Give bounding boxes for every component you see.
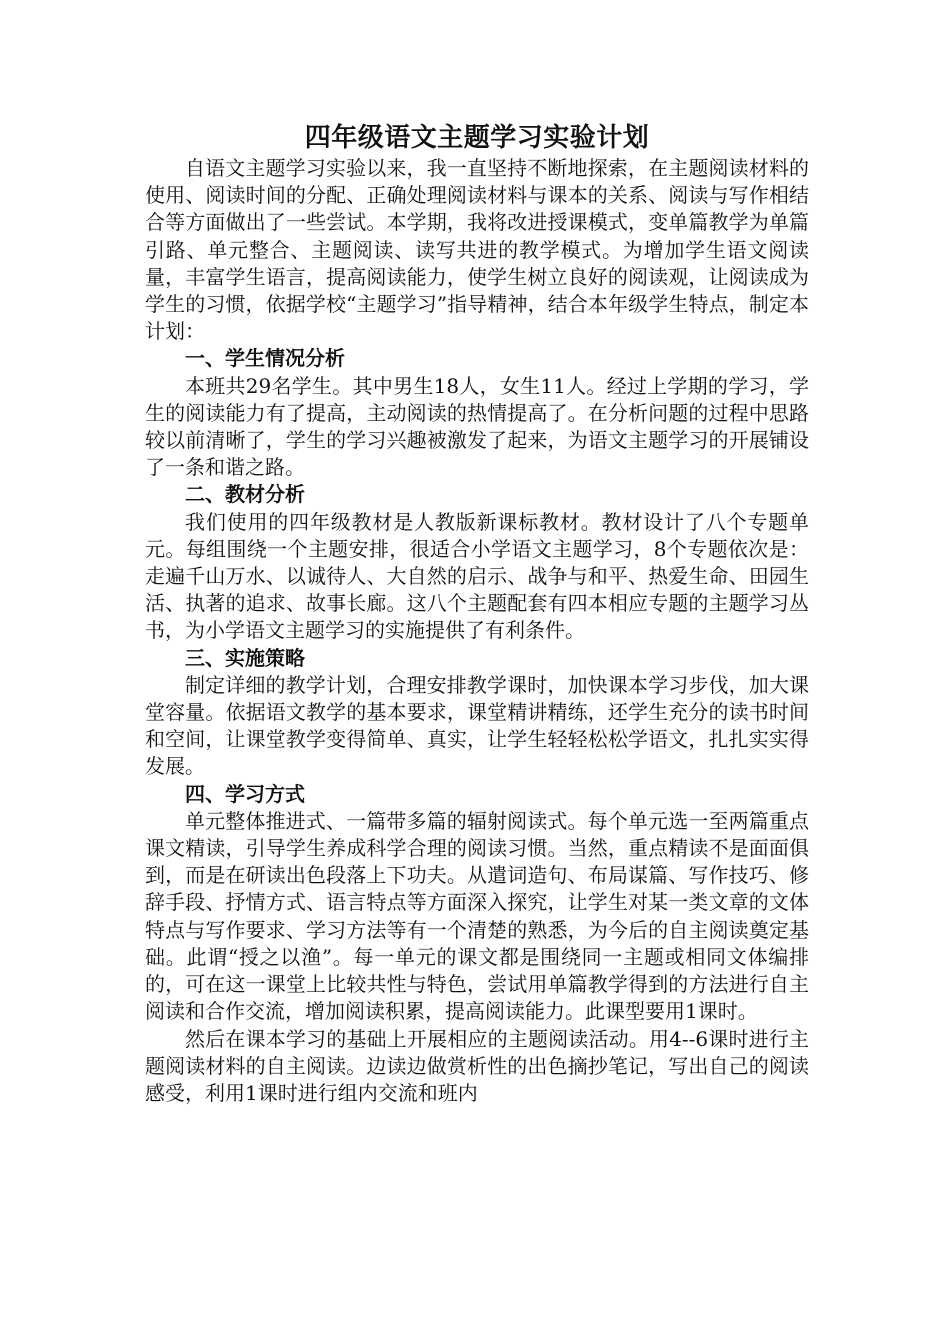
section-paragraph-learning-method-2: 然后在课本学习的基础上开展相应的主题阅读活动。用4--6课时进行主题阅读材料的自主阅读。边读边做赏析性的出色摘抄笔记，写出自己的阅读感受，利用1课时进行组内交流和班内 (145, 1026, 809, 1105)
section-paragraph-student-analysis: 本班共29名学生。其中男生18人，女生11人。经过上学期的学习，学生的阅读能力有了提高，主动阅读的热情提高了。在分析问题的过程中思路较以前清晰了，学生的学习兴趣被激发了起来，为语文主题学习的开展铺设了一条和谐之路。 (145, 373, 809, 480)
section-heading-learning-method: 四、学习方式 (185, 781, 305, 806)
section-heading-student-analysis: 一、学生情况分析 (185, 346, 345, 371)
section-paragraph-learning-method-1: 单元整体推进式、一篇带多篇的辐射阅读式。每个单元选一至两篇重点课文精读，引导学生养成科学合理的阅读习惯。当然，重点精读不是面面俱到，而是在研读出色段落上下功夫。从遣词造句、布局谋篇、写作技巧、修辞手段、抒情方式、语言特点等方面深入探究，让学生对某一类文章的文体特点与写作要求、学习方法等有一个清楚的熟悉，为今后的自主阅读奠定基础。此谓“授之以渔”。每一单元的课文都是围绕同一主题或相同文体编排的，可在这一课堂上比较共性与特色，尝试用单篇教学得到的方法进行自主阅读和合作交流，增加阅读积累，提高阅读能力。此课型要用1课时。 (145, 808, 809, 1024)
document-title: 四年级语文主题学习实验计划 (304, 123, 650, 153)
section-heading-textbook-analysis: 二、教材分析 (185, 482, 305, 507)
section-paragraph-textbook-analysis: 我们使用的四年级教材是人教版新课标教材。教材设计了八个专题单元。每组围绕一个主题安排，很适合小学语文主题学习，8个专题依次是：走遍千山万水、以诚待人、大自然的启示、战争与和平、热爱生命、田园生活、执著的追求、故事长廊。这八个主题配套有四本相应专题的主题学习丛书，为小学语文主题学习的实施提供了有利条件。 (145, 509, 809, 643)
section-heading-strategy: 三、实施策略 (185, 645, 305, 670)
document-page (145, 121, 809, 1107)
intro-paragraph: 自语文主题学习实验以来，我一直坚持不断地探索，在主题阅读材料的使用、阅读时间的分配、正确处理阅读材料与课本的关系、阅读与写作相结合等方面做出了一些尝试。本学期，我将改进授课模式，变单篇教学为单篇引路、单元整合、主题阅读、读写共进的教学模式。为增加学生语文阅读量，丰富学生语言，提高阅读能力，使学生树立良好的阅读观，让阅读成为学生的习惯，依据学校“主题学习”指导精神，结合本年级学生特点，制定本计划： (145, 156, 809, 344)
section-paragraph-strategy: 制定详细的教学计划，合理安排教学课时，加快课本学习步伐，加大课堂容量。依据语文教学的基本要求，课堂精讲精练，还学生充分的读书时间和空间，让课堂教学变得简单、真实，让学生轻轻松松学语文，扎扎实实得发展。 (145, 672, 809, 779)
